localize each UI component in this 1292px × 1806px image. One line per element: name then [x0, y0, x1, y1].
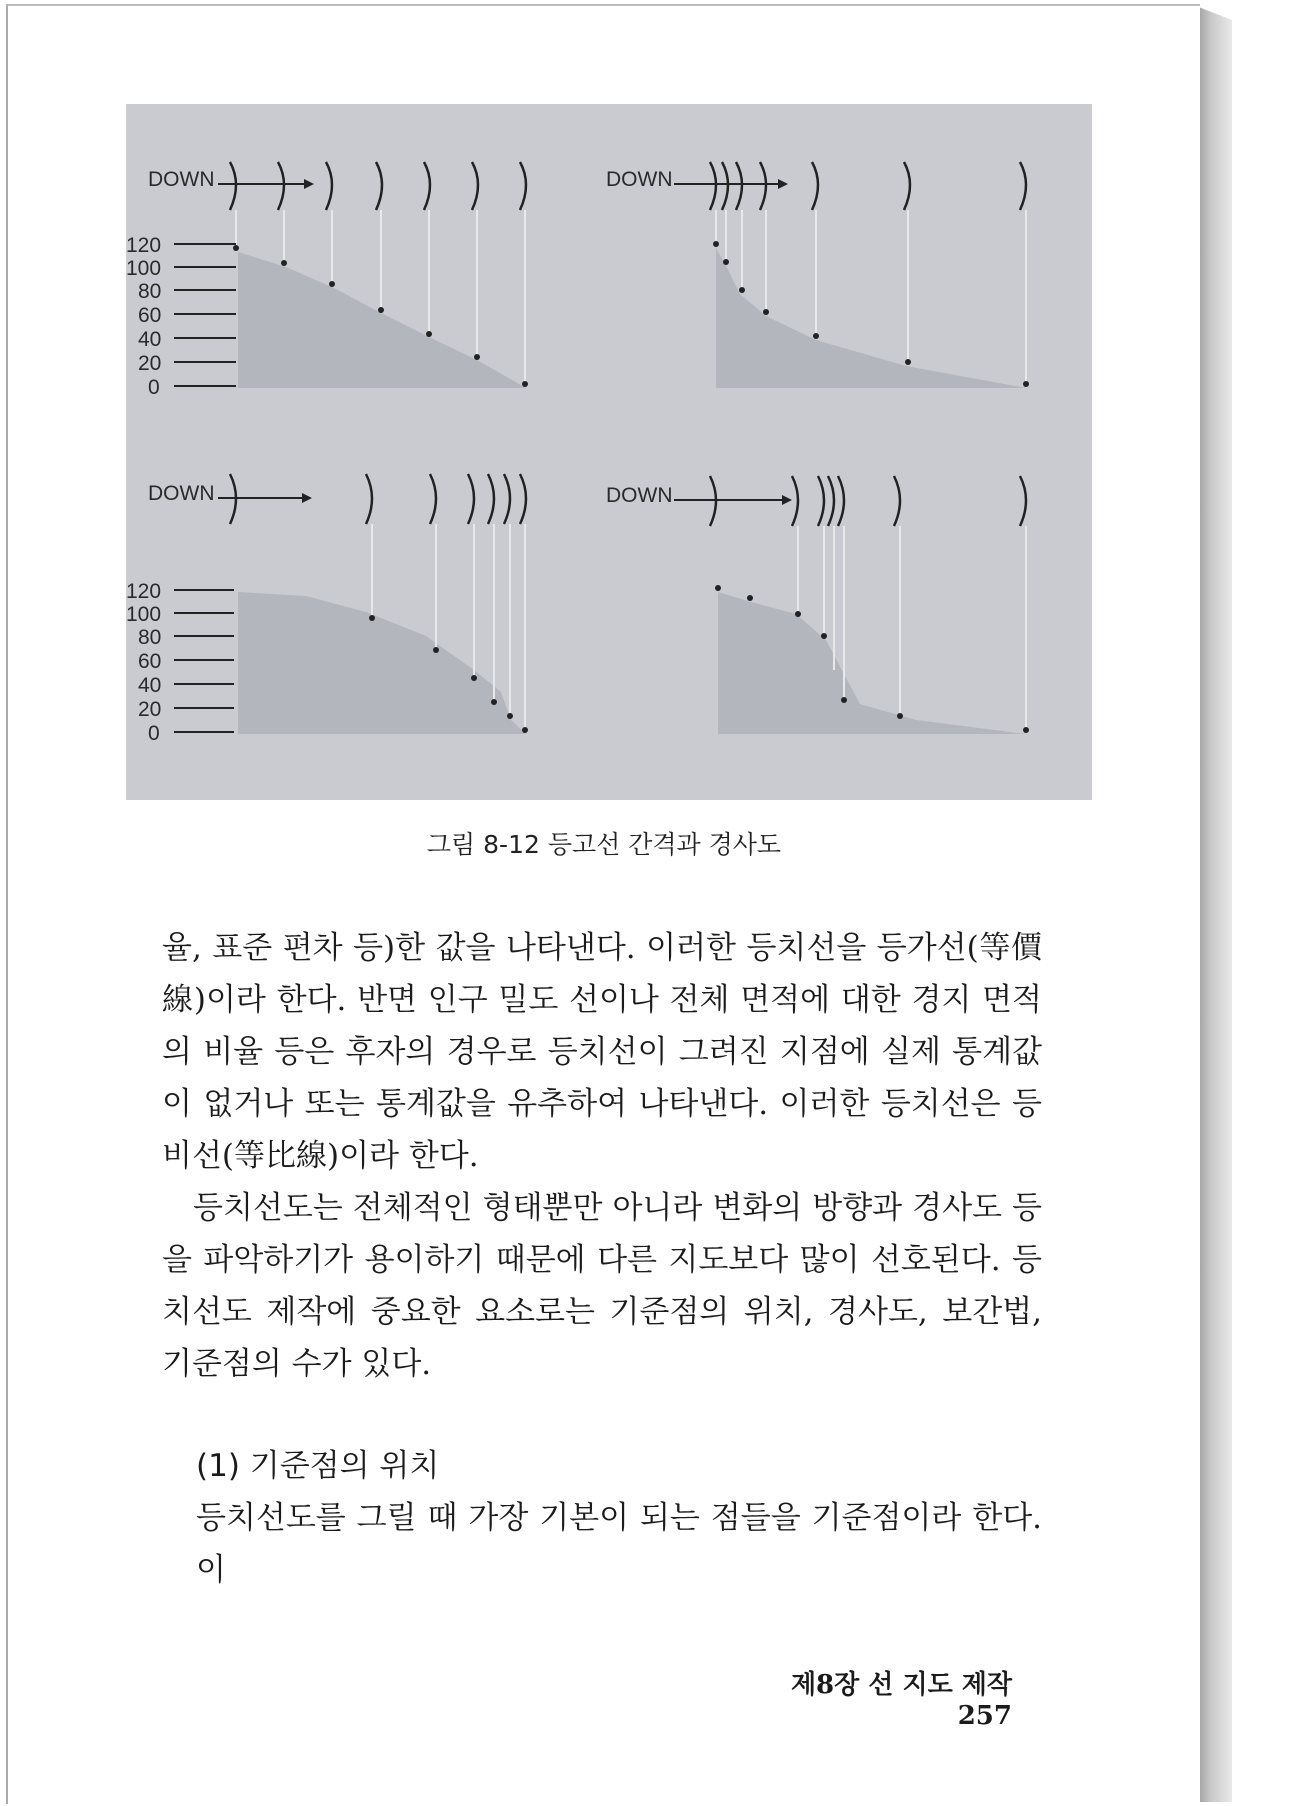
y-tick: 100 — [126, 257, 162, 280]
y-tick: 20 — [138, 352, 162, 375]
page-number: 257 — [957, 1701, 1012, 1731]
y-tick: 20 — [138, 698, 162, 721]
y-tick: 40 — [138, 328, 162, 351]
y-tick: 120 — [126, 580, 162, 603]
y-tick: 80 — [138, 626, 162, 649]
panel-concave-slope — [606, 162, 1029, 388]
down-label: DOWN — [606, 168, 673, 191]
y-tick: 60 — [138, 650, 162, 673]
section-heading: (1) 기준점의 위치 — [196, 1448, 440, 1484]
down-label: DOWN — [148, 168, 215, 191]
figure-caption: 그림 8-12 등고선 간격과 경사도 — [426, 830, 782, 859]
chapter-title: 제8장 선 지도 제작 — [790, 1670, 1012, 1700]
y-tick: 0 — [148, 722, 160, 745]
y-tick: 40 — [138, 674, 162, 697]
panel-stepped-slope — [606, 476, 1029, 734]
y-tick: 100 — [126, 603, 162, 626]
figure-svg — [126, 104, 1092, 800]
paragraph: 율, 표준 편차 등)한 값을 나타낸다. 이러한 등치선을 등가선(等價線)이라 한다. 반면 인구 밀도 선이나 전체 면적에 대한 경지 면적의 비율 등은 후자의 경우로 등치선이 그려진 지점에 실제 통계값이 없거나 또는 통계값을 유추하여 나타낸다. 이러한 등치선은 등비선(等比線)이라 한다. — [162, 930, 1042, 1174]
contour-spacing-figure — [126, 104, 1092, 800]
page-edge-shadow — [1196, 6, 1232, 1802]
y-tick: 60 — [138, 304, 162, 327]
paragraph: 등치선도는 전체적인 형태뿐만 아니라 변화의 방향과 경사도 등을 파악하기가 용이하기 때문에 다른 지도보다 많이 선호된다. 등치선도 제작에 중요한 요소로는 기준점의 위치, 경사도, 보간법, 기준점의 수가 있다. — [162, 1190, 1042, 1382]
section-paragraph: 등치선도를 그릴 때 가장 기본이 되는 점들을 기준점이라 한다. 이 — [196, 1500, 1042, 1588]
body-text — [162, 922, 1042, 1596]
y-tick: 80 — [138, 280, 162, 303]
page-footer — [748, 1664, 1012, 1731]
y-tick: 120 — [126, 234, 162, 257]
book-page — [6, 4, 1200, 1804]
y-tick: 0 — [148, 376, 160, 399]
down-label: DOWN — [148, 482, 215, 505]
panel-even-slope — [126, 162, 528, 399]
down-label: DOWN — [606, 484, 673, 507]
panel-convex-slope — [126, 474, 528, 745]
